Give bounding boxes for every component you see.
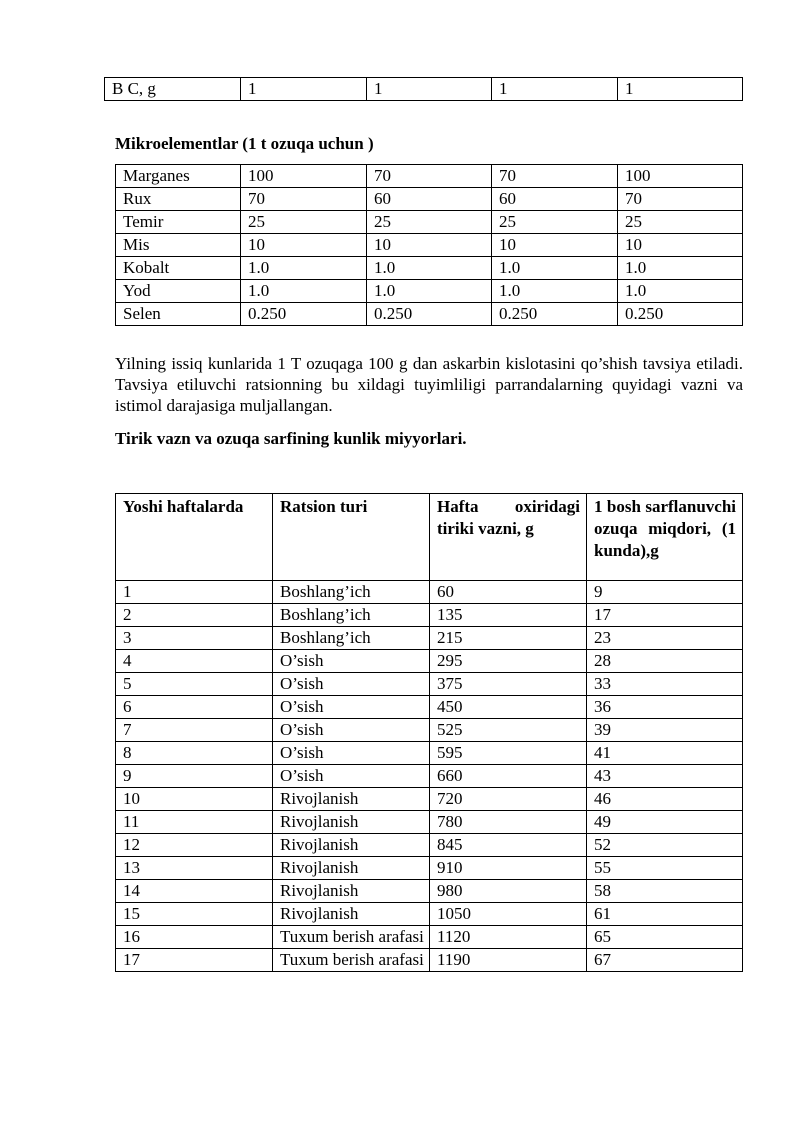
- table-cell: 1: [492, 78, 618, 101]
- table-row: [116, 857, 743, 880]
- table-cell: 17: [587, 604, 743, 627]
- table-cell: 17: [116, 949, 273, 972]
- table-row: [116, 627, 743, 650]
- table-row: [116, 949, 743, 972]
- table-row: [116, 581, 743, 604]
- table-row: [116, 765, 743, 788]
- table-row: [116, 650, 743, 673]
- table-cell: Temir: [116, 211, 241, 234]
- table-row: [116, 926, 743, 949]
- table-cell: Rux: [116, 188, 241, 211]
- table-row: [116, 211, 743, 234]
- table-row: [116, 257, 743, 280]
- table-row: [116, 303, 743, 326]
- table-cell: O’sish: [273, 673, 430, 696]
- table-cell: Selen: [116, 303, 241, 326]
- table-cell: 39: [587, 719, 743, 742]
- table-cell: 1.0: [618, 280, 743, 303]
- table-cell: 4: [116, 650, 273, 673]
- table-cell: 1190: [430, 949, 587, 972]
- table-cell: 7: [116, 719, 273, 742]
- table-cell: 52: [587, 834, 743, 857]
- table-cell: 13: [116, 857, 273, 880]
- table-row: [116, 604, 743, 627]
- table-cell: 33: [587, 673, 743, 696]
- micro-heading: Mikroelementlar (1 t ozuqa uchun ): [115, 134, 374, 153]
- header-live-weight: Hafta oxiridagi tiriki vazni, g: [430, 494, 587, 581]
- table-cell: B C, g: [105, 78, 241, 101]
- table-row: [116, 280, 743, 303]
- table-cell: 49: [587, 811, 743, 834]
- table-cell: O’sish: [273, 742, 430, 765]
- table-row: [116, 834, 743, 857]
- table-cell: 295: [430, 650, 587, 673]
- table-cell: Marganes: [116, 165, 241, 188]
- table-cell: O’sish: [273, 765, 430, 788]
- table-cell: 8: [116, 742, 273, 765]
- table-cell: 70: [367, 165, 492, 188]
- table-cell: 135: [430, 604, 587, 627]
- table-cell: 25: [492, 211, 618, 234]
- table-row: [116, 234, 743, 257]
- table-cell: 0.250: [241, 303, 367, 326]
- table-cell: 58: [587, 880, 743, 903]
- table-cell: Kobalt: [116, 257, 241, 280]
- table-cell: O’sish: [273, 696, 430, 719]
- table-cell: 10: [116, 788, 273, 811]
- table-cell: O’sish: [273, 650, 430, 673]
- table-row: [116, 673, 743, 696]
- main-table: [115, 493, 743, 972]
- table-cell: 10: [241, 234, 367, 257]
- main-table-header-row: [116, 494, 743, 581]
- table-cell: 5: [116, 673, 273, 696]
- table-cell: 60: [367, 188, 492, 211]
- top-table: [104, 77, 743, 101]
- table-row: [116, 788, 743, 811]
- table-cell: 0.250: [618, 303, 743, 326]
- table-cell: Boshlang’ich: [273, 581, 430, 604]
- table-cell: Rivojlanish: [273, 811, 430, 834]
- table-cell: Yod: [116, 280, 241, 303]
- table-cell: 25: [241, 211, 367, 234]
- table-row: [105, 78, 743, 101]
- table-cell: 28: [587, 650, 743, 673]
- table-cell: 1: [116, 581, 273, 604]
- table-cell: 46: [587, 788, 743, 811]
- table-cell: 1050: [430, 903, 587, 926]
- table-cell: 660: [430, 765, 587, 788]
- table-cell: 10: [492, 234, 618, 257]
- table-cell: Mis: [116, 234, 241, 257]
- table-cell: 1.0: [618, 257, 743, 280]
- table-cell: 1120: [430, 926, 587, 949]
- table-row: [116, 719, 743, 742]
- table-cell: 65: [587, 926, 743, 949]
- table-cell: 845: [430, 834, 587, 857]
- table-cell: 70: [241, 188, 367, 211]
- table-cell: 16: [116, 926, 273, 949]
- table-cell: 1.0: [241, 280, 367, 303]
- micro-table-body: [116, 165, 743, 326]
- table-cell: 6: [116, 696, 273, 719]
- table-cell: 23: [587, 627, 743, 650]
- table-cell: 1: [367, 78, 492, 101]
- table-cell: 1.0: [241, 257, 367, 280]
- table-cell: 61: [587, 903, 743, 926]
- table-row: [116, 742, 743, 765]
- table-cell: Boshlang’ich: [273, 604, 430, 627]
- table-row: [116, 188, 743, 211]
- table-row: [116, 696, 743, 719]
- table-cell: 70: [618, 188, 743, 211]
- table-cell: Tuxum berish arafasi: [273, 926, 430, 949]
- table-cell: 41: [587, 742, 743, 765]
- table-cell: 595: [430, 742, 587, 765]
- table-cell: 55: [587, 857, 743, 880]
- table-cell: Rivojlanish: [273, 880, 430, 903]
- table-cell: 12: [116, 834, 273, 857]
- table-cell: Rivojlanish: [273, 903, 430, 926]
- header-age-weeks: Yoshi haftalarda: [116, 494, 273, 581]
- table-cell: 525: [430, 719, 587, 742]
- table-cell: 450: [430, 696, 587, 719]
- table-cell: 11: [116, 811, 273, 834]
- table-cell: 10: [367, 234, 492, 257]
- table-cell: Rivojlanish: [273, 857, 430, 880]
- table-cell: 70: [492, 165, 618, 188]
- table-cell: 67: [587, 949, 743, 972]
- table-cell: 1: [241, 78, 367, 101]
- table-cell: 1: [618, 78, 743, 101]
- table-cell: O’sish: [273, 719, 430, 742]
- table-cell: 780: [430, 811, 587, 834]
- body-paragraph: Yilning issiq kunlarida 1 T ozuqaga 100 g dan askarbin kislotasini qo’shish tavsiya etiladi. Tavsiya etiluvchi ratsionning bu xildagi tuyimliligi parrandalarning quyidagi vazni va istimol darajasiga muljallangan.: [115, 354, 743, 415]
- table-cell: 1.0: [367, 257, 492, 280]
- table-cell: 25: [367, 211, 492, 234]
- table-cell: Rivojlanish: [273, 788, 430, 811]
- table-cell: 215: [430, 627, 587, 650]
- table-cell: 910: [430, 857, 587, 880]
- table-cell: 720: [430, 788, 587, 811]
- table-cell: 1.0: [492, 280, 618, 303]
- table-cell: 60: [492, 188, 618, 211]
- table-cell: Boshlang’ich: [273, 627, 430, 650]
- table-cell: Tuxum berish arafasi: [273, 949, 430, 972]
- micro-table: [115, 164, 743, 326]
- table-cell: 0.250: [367, 303, 492, 326]
- main-table-body: [116, 581, 743, 972]
- table-row: [116, 165, 743, 188]
- header-ration-type: Ratsion turi: [273, 494, 430, 581]
- table-cell: 1.0: [492, 257, 618, 280]
- table-cell: 36: [587, 696, 743, 719]
- table-row: [116, 811, 743, 834]
- table-cell: 3: [116, 627, 273, 650]
- main-heading: Tirik vazn va ozuqa sarfining kunlik miyyorlari.: [115, 429, 467, 448]
- table-cell: 100: [618, 165, 743, 188]
- table-cell: 0.250: [492, 303, 618, 326]
- table-cell: 14: [116, 880, 273, 903]
- top-table-body: [105, 78, 743, 101]
- table-cell: 980: [430, 880, 587, 903]
- table-cell: 25: [618, 211, 743, 234]
- table-cell: 43: [587, 765, 743, 788]
- table-cell: 10: [618, 234, 743, 257]
- header-feed-amount: 1 bosh sarflanuvchi ozuqa miqdori, (1 kunda),g: [587, 494, 743, 581]
- table-cell: 9: [587, 581, 743, 604]
- table-cell: 9: [116, 765, 273, 788]
- table-cell: 100: [241, 165, 367, 188]
- table-row: [116, 880, 743, 903]
- table-cell: 375: [430, 673, 587, 696]
- table-cell: 60: [430, 581, 587, 604]
- table-cell: 1.0: [367, 280, 492, 303]
- table-cell: 15: [116, 903, 273, 926]
- table-cell: 2: [116, 604, 273, 627]
- table-row: [116, 903, 743, 926]
- table-cell: Rivojlanish: [273, 834, 430, 857]
